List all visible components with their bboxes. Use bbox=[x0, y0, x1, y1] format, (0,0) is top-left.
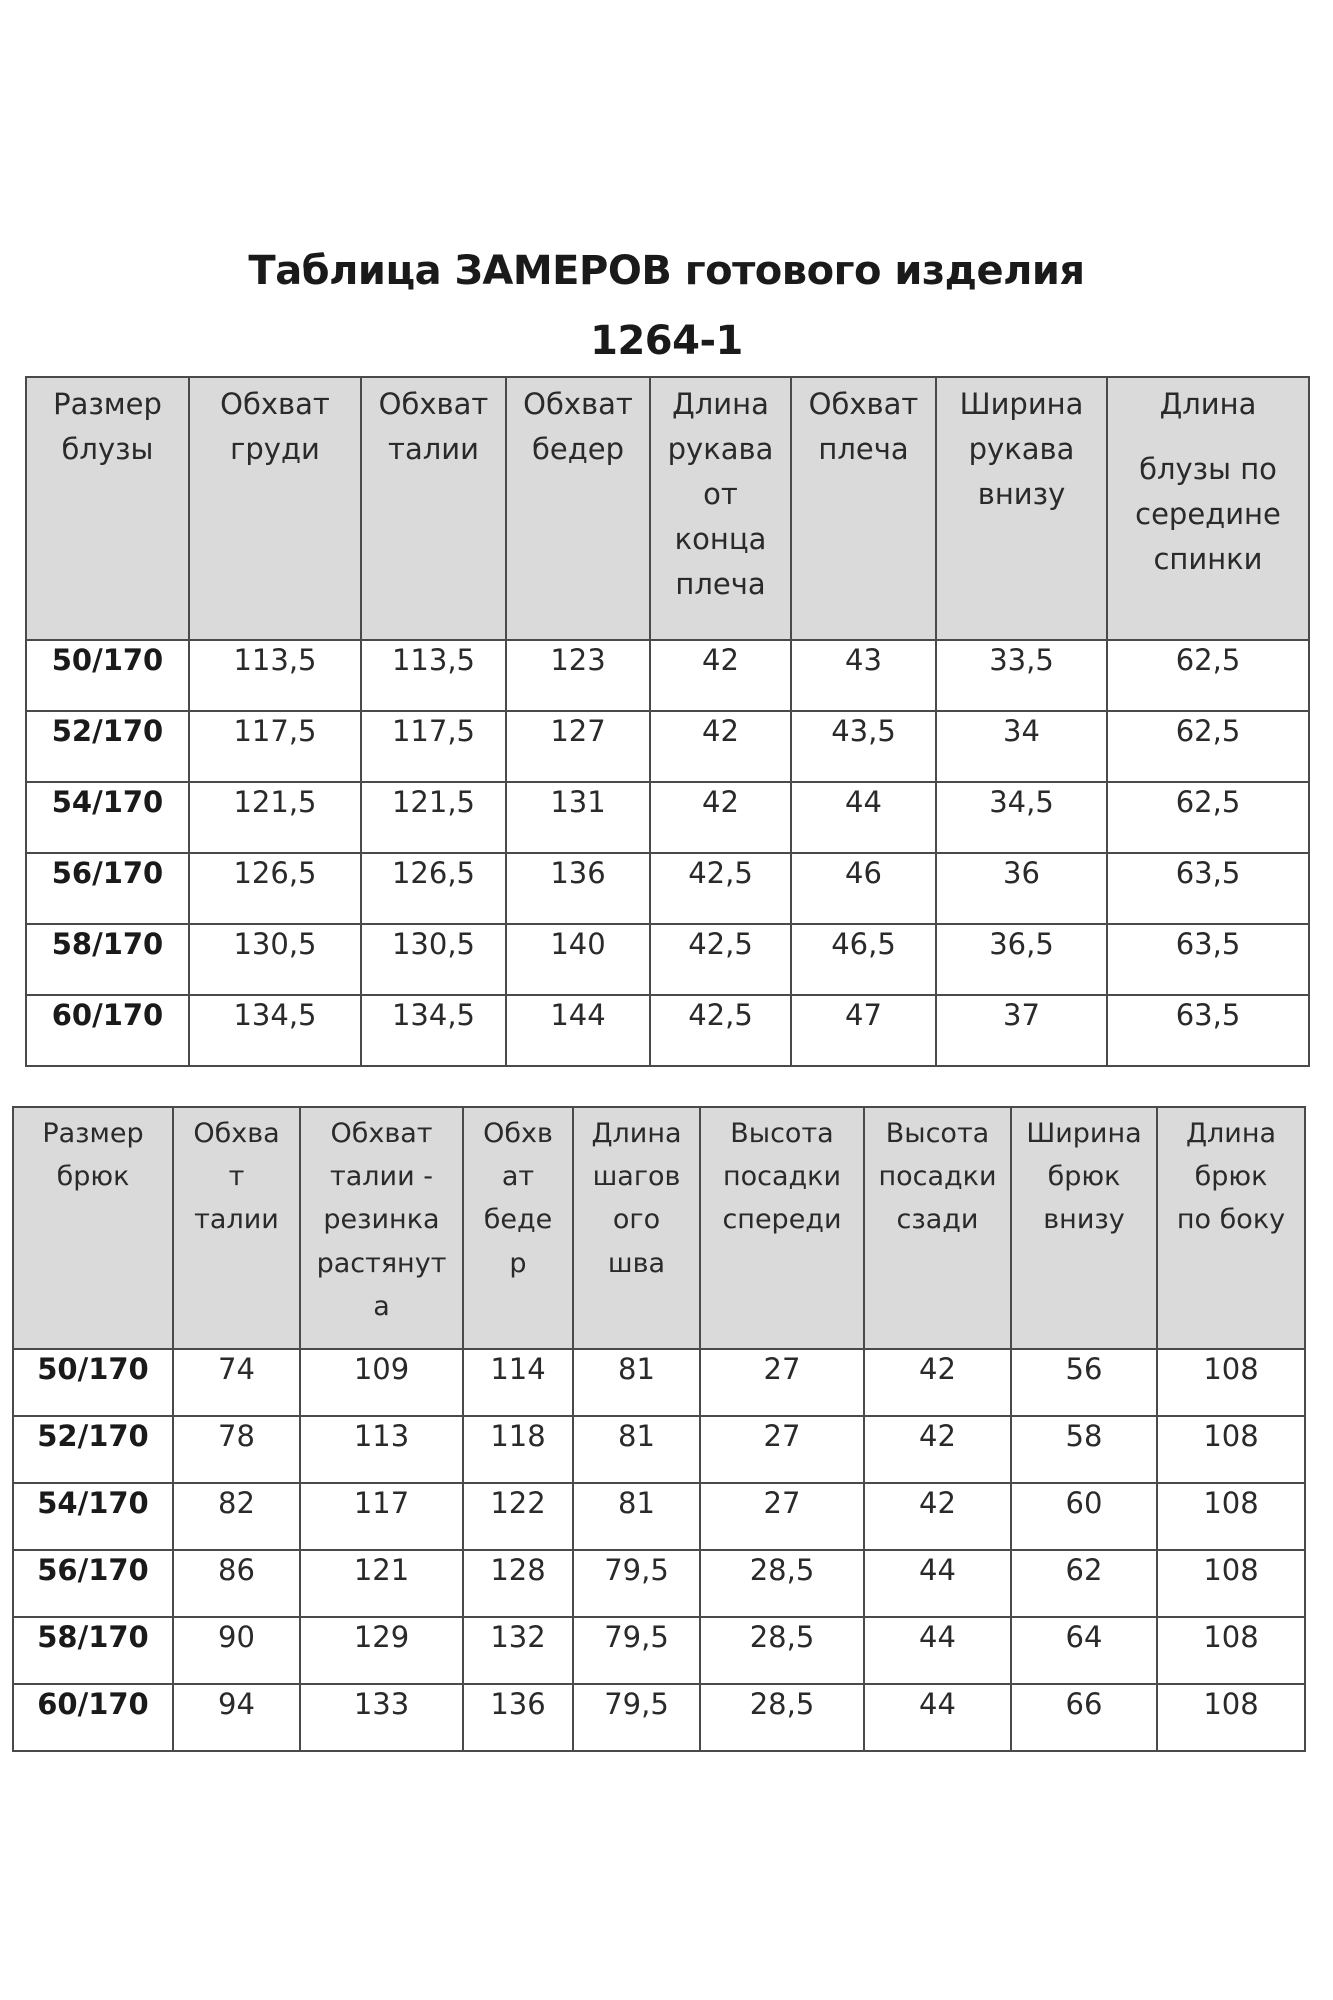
header-blouse-back-length: Длина блузы по середине спинки bbox=[1107, 377, 1309, 640]
table-cell: 130,5 bbox=[189, 924, 361, 995]
size-cell: 52/170 bbox=[26, 711, 189, 782]
table-cell: 127 bbox=[506, 711, 650, 782]
table-cell: 66 bbox=[1011, 1684, 1157, 1751]
size-cell: 58/170 bbox=[26, 924, 189, 995]
table-cell: 86 bbox=[173, 1550, 300, 1617]
table-cell: 58 bbox=[1011, 1416, 1157, 1483]
table-cell: 46 bbox=[791, 853, 936, 924]
table-cell: 108 bbox=[1157, 1684, 1305, 1751]
table-cell: 36,5 bbox=[936, 924, 1107, 995]
header-leg-opening-width: Ширина брюк внизу bbox=[1011, 1107, 1157, 1349]
size-cell: 50/170 bbox=[26, 640, 189, 711]
table-cell: 62,5 bbox=[1107, 782, 1309, 853]
header-sleeve-width-bottom: Ширина рукава внизу bbox=[936, 377, 1107, 640]
table-cell: 47 bbox=[791, 995, 936, 1066]
table-cell: 136 bbox=[506, 853, 650, 924]
size-cell: 56/170 bbox=[26, 853, 189, 924]
table-row bbox=[13, 1617, 1305, 1684]
table-cell: 34 bbox=[936, 711, 1107, 782]
table-cell: 81 bbox=[573, 1416, 700, 1483]
table-cell: 64 bbox=[1011, 1617, 1157, 1684]
table-cell: 27 bbox=[700, 1349, 864, 1416]
table-cell: 27 bbox=[700, 1416, 864, 1483]
table-cell: 144 bbox=[506, 995, 650, 1066]
table-cell: 113,5 bbox=[361, 640, 506, 711]
table-cell: 42 bbox=[864, 1483, 1011, 1550]
table-cell: 108 bbox=[1157, 1416, 1305, 1483]
trousers-header-row bbox=[13, 1107, 1305, 1349]
table-cell: 108 bbox=[1157, 1617, 1305, 1684]
table-cell: 126,5 bbox=[189, 853, 361, 924]
table-cell: 129 bbox=[300, 1617, 463, 1684]
table-cell: 63,5 bbox=[1107, 853, 1309, 924]
table-cell: 28,5 bbox=[700, 1550, 864, 1617]
table-cell: 81 bbox=[573, 1349, 700, 1416]
table-cell: 56 bbox=[1011, 1349, 1157, 1416]
table-row bbox=[26, 782, 1309, 853]
table-cell: 122 bbox=[463, 1483, 573, 1550]
table-cell: 113 bbox=[300, 1416, 463, 1483]
header-inseam-length: Длина шагов ого шва bbox=[573, 1107, 700, 1349]
table-cell: 82 bbox=[173, 1483, 300, 1550]
header-waist-girth: Обхва т талии bbox=[173, 1107, 300, 1349]
table-cell: 133 bbox=[300, 1684, 463, 1751]
table-cell: 79,5 bbox=[573, 1684, 700, 1751]
table-cell: 121 bbox=[300, 1550, 463, 1617]
blouse-header-row bbox=[26, 377, 1309, 640]
table-cell: 43,5 bbox=[791, 711, 936, 782]
header-shoulder-girth: Обхват плеча bbox=[791, 377, 936, 640]
table-row bbox=[13, 1416, 1305, 1483]
table-cell: 118 bbox=[463, 1416, 573, 1483]
table-cell: 42 bbox=[650, 782, 791, 853]
table-row bbox=[26, 640, 1309, 711]
table-row bbox=[13, 1349, 1305, 1416]
header-hip-girth: Обхв ат беде р bbox=[463, 1107, 573, 1349]
table-cell: 36 bbox=[936, 853, 1107, 924]
table-cell: 62,5 bbox=[1107, 640, 1309, 711]
table-cell: 63,5 bbox=[1107, 924, 1309, 995]
size-cell: 50/170 bbox=[13, 1349, 173, 1416]
table-cell: 34,5 bbox=[936, 782, 1107, 853]
header-waist-girth: Обхват талии bbox=[361, 377, 506, 640]
table-cell: 113,5 bbox=[189, 640, 361, 711]
table-cell: 121,5 bbox=[361, 782, 506, 853]
table-cell: 44 bbox=[864, 1684, 1011, 1751]
table-cell: 131 bbox=[506, 782, 650, 853]
size-cell: 54/170 bbox=[26, 782, 189, 853]
table-cell: 79,5 bbox=[573, 1617, 700, 1684]
table-cell: 128 bbox=[463, 1550, 573, 1617]
table-row bbox=[26, 924, 1309, 995]
table-cell: 134,5 bbox=[189, 995, 361, 1066]
table-cell: 28,5 bbox=[700, 1617, 864, 1684]
header-trousers-size: Размер брюк bbox=[13, 1107, 173, 1349]
table-cell: 37 bbox=[936, 995, 1107, 1066]
table-cell: 130,5 bbox=[361, 924, 506, 995]
size-cell: 56/170 bbox=[13, 1550, 173, 1617]
table-cell: 62,5 bbox=[1107, 711, 1309, 782]
size-cell: 60/170 bbox=[26, 995, 189, 1066]
size-cell: 54/170 bbox=[13, 1483, 173, 1550]
table-cell: 62 bbox=[1011, 1550, 1157, 1617]
trousers-measurements-table bbox=[12, 1106, 1306, 1752]
table-row bbox=[13, 1684, 1305, 1751]
table-cell: 42 bbox=[650, 640, 791, 711]
table-cell: 126,5 bbox=[361, 853, 506, 924]
table-cell: 117,5 bbox=[189, 711, 361, 782]
table-row bbox=[26, 711, 1309, 782]
table-cell: 121,5 bbox=[189, 782, 361, 853]
table-row bbox=[13, 1483, 1305, 1550]
table-cell: 117 bbox=[300, 1483, 463, 1550]
table-cell: 42 bbox=[650, 711, 791, 782]
header-sleeve-length: Длина рукава от конца плеча bbox=[650, 377, 791, 640]
table-cell: 60 bbox=[1011, 1483, 1157, 1550]
table-cell: 123 bbox=[506, 640, 650, 711]
table-cell: 44 bbox=[864, 1617, 1011, 1684]
table-row bbox=[26, 853, 1309, 924]
table-cell: 43 bbox=[791, 640, 936, 711]
table-cell: 94 bbox=[173, 1684, 300, 1751]
blouse-measurements-table bbox=[25, 376, 1310, 1067]
table-cell: 42,5 bbox=[650, 995, 791, 1066]
header-front-rise: Высота посадки спереди bbox=[700, 1107, 864, 1349]
table-cell: 109 bbox=[300, 1349, 463, 1416]
table-cell: 63,5 bbox=[1107, 995, 1309, 1066]
table-cell: 42 bbox=[864, 1416, 1011, 1483]
table-cell: 117,5 bbox=[361, 711, 506, 782]
size-cell: 58/170 bbox=[13, 1617, 173, 1684]
table-cell: 28,5 bbox=[700, 1684, 864, 1751]
table-cell: 44 bbox=[791, 782, 936, 853]
header-blouse-size: Размер блузы bbox=[26, 377, 189, 640]
table-cell: 136 bbox=[463, 1684, 573, 1751]
size-cell: 52/170 bbox=[13, 1416, 173, 1483]
table-cell: 27 bbox=[700, 1483, 864, 1550]
table-cell: 108 bbox=[1157, 1550, 1305, 1617]
table-cell: 78 bbox=[173, 1416, 300, 1483]
table-cell: 42 bbox=[864, 1349, 1011, 1416]
table-cell: 81 bbox=[573, 1483, 700, 1550]
table-cell: 140 bbox=[506, 924, 650, 995]
table-cell: 132 bbox=[463, 1617, 573, 1684]
table-row bbox=[13, 1550, 1305, 1617]
table-cell: 46,5 bbox=[791, 924, 936, 995]
table-cell: 74 bbox=[173, 1349, 300, 1416]
header-waist-elastic-stretched: Обхват талии - резинка растянут а bbox=[300, 1107, 463, 1349]
table-cell: 114 bbox=[463, 1349, 573, 1416]
table-cell: 44 bbox=[864, 1550, 1011, 1617]
table-cell: 90 bbox=[173, 1617, 300, 1684]
table-cell: 42,5 bbox=[650, 924, 791, 995]
header-back-rise: Высота посадки сзади bbox=[864, 1107, 1011, 1349]
table-row bbox=[26, 995, 1309, 1066]
document-title: Таблица ЗАМЕРОВ готового изделия bbox=[248, 248, 1085, 294]
header-side-length: Длина брюк по боку bbox=[1157, 1107, 1305, 1349]
table-cell: 108 bbox=[1157, 1483, 1305, 1550]
document-model-number: 1264-1 bbox=[590, 318, 743, 364]
header-hip-girth: Обхват бедер bbox=[506, 377, 650, 640]
size-cell: 60/170 bbox=[13, 1684, 173, 1751]
table-cell: 134,5 bbox=[361, 995, 506, 1066]
table-cell: 42,5 bbox=[650, 853, 791, 924]
table-cell: 108 bbox=[1157, 1349, 1305, 1416]
table-cell: 33,5 bbox=[936, 640, 1107, 711]
table-cell: 79,5 bbox=[573, 1550, 700, 1617]
header-bust-girth: Обхват груди bbox=[189, 377, 361, 640]
